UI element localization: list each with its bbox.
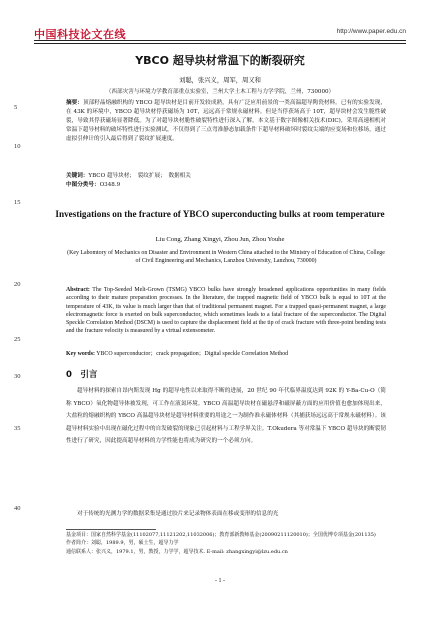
classification-label: 中图分类号： <box>66 182 100 188</box>
page-number: - 1 - <box>215 578 225 584</box>
paper-title-en: Investigations on the fracture of YBCO superconducting bulks at room temperature <box>55 209 385 219</box>
abstract-cn-text: 顶部籽晶熔融织构的 YBCO 超导块材是目前开发较成熟，具有广泛应用前景的一类高温超导陶瓷材料。已有的实验发现，在 43K 的环境中，YBCO 超导块材俘获磁场为 10T，远远高于常规永磁材料。但是当俘获场高于 10T，超导块材会发生脆性破裂，导致其俘获磁场显著降低。为了对超导块材脆性破裂特性进行深入了解，本文基于数字图像相关技术(DIC)，采用高速相机对常温下超导材料的破坏特性进行实验测试，不仅得到了三点弯准静态加载条件下超导材料破坏时裂纹尖端的应变场和位移场，通过虚拟引伸计的引入最后得到了裂纹扩展速度。 <box>66 100 386 142</box>
authors-en: Liu Cong, Zhang Xingyi, Zhou Jun, Zhou Youhe <box>155 236 285 243</box>
footnote-contact: 通信联系人：张兴义，1979.1，男，教授，力学学，超导技术. E-mail: zhangxingyi@lzu.edu.cn <box>66 548 288 555</box>
intro-paragraph-2: 对于传统的光测力学的数据采集是通过胶片来记录物体表面在移或变形的信息的光 <box>77 511 279 517</box>
abstract-cn-label: 摘要： <box>66 100 83 106</box>
footnote-author: 作者简介：刘聪，1989.9，男，硕士生，超导力学 <box>66 540 179 547</box>
line-number: 30 <box>14 373 21 380</box>
keywords-cn-text: YBCO 超导块材； 裂纹扩展； 数据相关 <box>88 173 191 179</box>
authors-cn: 刘聪，张兴义，周军，周又和 <box>179 77 261 84</box>
classification-number <box>66 180 120 188</box>
site-url[interactable]: http://www.paper.edu.cn <box>336 28 406 35</box>
keywords-cn-label: 关键词： <box>66 173 89 179</box>
line-number: 35 <box>14 425 21 432</box>
footnotes <box>66 531 386 556</box>
footnote-rule <box>66 529 156 530</box>
header-rule-thin <box>34 43 406 44</box>
keywords-cn <box>66 171 191 179</box>
affiliation-cn: （西部灾害与环境力学教育部重点实验室，兰州大学土木工程与力学学院，兰州，730000） <box>105 89 335 95</box>
classification-value: O348.9 <box>99 182 121 188</box>
intro-paragraph: 超导材料的探索自昂内斯发现 Hg 的超导电性以来取得不断的进展，20 世纪 90 年代临界温度达到 92K 的 Y-Ba-Cu-O（简称 YBCO）氧化物超导体被发现，可工作在液氮环境。YBCO 高温超导块材在磁悬浮和磁屏蔽方面的应用价值也愈加体现出来，大盐粒的熔融织构的 YBCO 高温超导块材是超导材料重要的用途之一为制作准永磁体材料（其捕获场远远高于常规永磁材料）。该超导材料实验中出现在磁化过程中的自发破裂的现象已引起材料与工程学界关注。T.Okudera 等对常温下 YBCO 超导块的断裂韧性进行了研究，因此提高超导材料的力学性能也将成为研究的一个必须方向。 <box>66 388 386 444</box>
line-number: 20 <box>14 281 21 288</box>
keywords-en-label: Key words: <box>66 351 95 357</box>
line-number: 40 <box>14 505 21 512</box>
paper-title-cn: YBCO 超导块材常温下的断裂研究 <box>135 54 305 67</box>
footnote-funding: 基金项目：国家自然科学基金(11102077,11121202,11032006)；教育部新教师基金(20090211120010)；全国优博专项基金(201135) <box>66 532 376 538</box>
line-number: 5 <box>14 104 18 111</box>
header-rule <box>34 40 406 41</box>
abstract-en-text: The Top-Seeded Melt-Grown (TSMG) YBCO bulks have strongly broadened applications opportunities in many fields according to their mature preparation processes. In the literature, the trapped magnetic field of YBCO bulk is equal to 10T at the temperature of 43K, its value is much larger than that of traditional permanent magnet. For a trapped quasi-permanent magnet, a large electromagnetic force is exerted on bulk superconductor, which sometimes leads to a fatal fracture of the superconductor. The Digital Speckle Correlation Method (DSCM) is used to capture the displacement field at the tip of crack fracture with three-point bending tests and the fracture velocity is measured by a virtual extensometer. <box>66 287 386 335</box>
abstract-en <box>66 286 386 336</box>
abstract-en-label: Abstract: <box>66 287 90 293</box>
keywords-en <box>66 348 288 357</box>
abstract-cn <box>66 99 386 144</box>
line-number: 25 <box>14 336 21 343</box>
page-header <box>0 0 440 46</box>
keywords-en-text: YBCO superconductor；crack propagation；Digital speckle Correlation Method <box>96 351 289 357</box>
logo-red-text: 中国 <box>34 28 57 41</box>
section-heading: 0 引言 <box>66 370 98 380</box>
line-number: 10 <box>14 143 21 150</box>
affiliation-en: (Key Labomtory of Mechanics on Disaster and Environment in Western China attached to the Ministry of Education of China, College of Civil Engineering and Mechanics, Lanzhou University, Lanzhou, 730000) <box>67 250 385 265</box>
line-number: 15 <box>14 199 21 206</box>
logo-main-text: 科技论文在线 <box>57 28 126 41</box>
